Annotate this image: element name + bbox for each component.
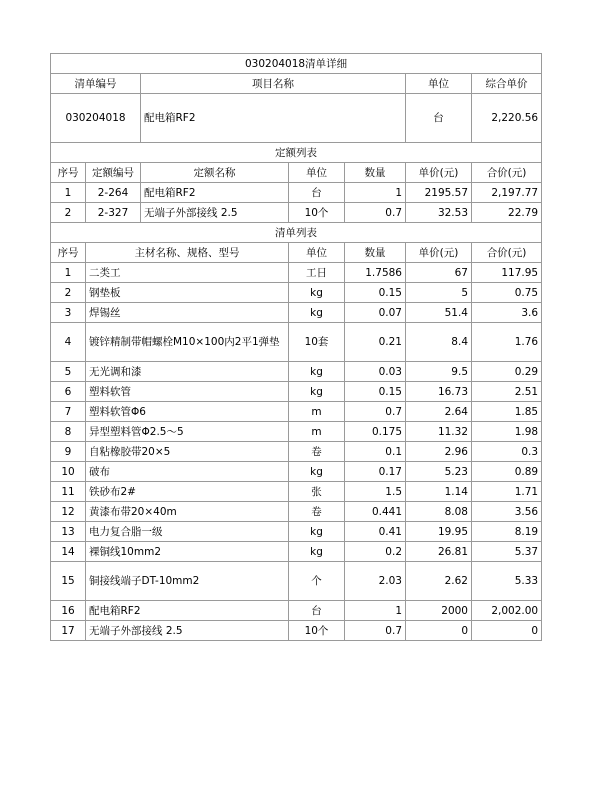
quota-name: 无端子外部接线 2.5 [141,203,289,223]
material-unit: kg [289,542,345,562]
quota-header-row [51,163,542,183]
header-unit: 单位 [406,74,472,94]
material-no: 13 [51,522,86,542]
material-qty: 0.2 [345,542,406,562]
quota-no: 2 [51,203,86,223]
material-price: 51.4 [406,303,472,323]
quota-header-cell: 数量 [345,163,406,183]
material-unit: 个 [289,562,345,601]
header-name: 项目名称 [141,74,406,94]
material-no: 6 [51,382,86,402]
quota-total: 2,197.77 [472,183,542,203]
quota-unit: 10个 [289,203,345,223]
quota-code: 2-327 [86,203,141,223]
item-code: 030204018 [51,94,141,143]
material-name: 二类工 [86,263,289,283]
material-price: 2.62 [406,562,472,601]
material-no: 10 [51,462,86,482]
material-no: 9 [51,442,86,462]
material-price: 5 [406,283,472,303]
material-row [51,283,542,303]
material-qty: 1 [345,601,406,621]
material-qty: 1.7586 [345,263,406,283]
material-name: 破布 [86,462,289,482]
material-price: 26.81 [406,542,472,562]
quota-name: 配电箱RF2 [141,183,289,203]
material-no: 5 [51,362,86,382]
material-name: 黄漆布带20×40m [86,502,289,522]
material-qty: 2.03 [345,562,406,601]
material-price: 2.64 [406,402,472,422]
material-unit: kg [289,522,345,542]
material-name: 配电箱RF2 [86,601,289,621]
material-row [51,562,542,601]
material-no: 11 [51,482,86,502]
material-unit: 台 [289,601,345,621]
material-no: 7 [51,402,86,422]
quota-qty: 1 [345,183,406,203]
material-price: 1.14 [406,482,472,502]
material-name: 自粘橡胶带20×5 [86,442,289,462]
quota-header-cell: 合价(元) [472,163,542,183]
material-total: 1.71 [472,482,542,502]
materials-header-cell: 合价(元) [472,243,542,263]
material-price: 2.96 [406,442,472,462]
material-price: 19.95 [406,522,472,542]
materials-header-cell: 单位 [289,243,345,263]
material-row [51,422,542,442]
quota-row [51,183,542,203]
material-no: 15 [51,562,86,601]
material-price: 11.32 [406,422,472,442]
material-total: 3.56 [472,502,542,522]
material-unit: 张 [289,482,345,502]
material-total: 0.75 [472,283,542,303]
material-unit: 卷 [289,442,345,462]
material-total: 2.51 [472,382,542,402]
quota-price: 2195.57 [406,183,472,203]
material-no: 2 [51,283,86,303]
material-no: 16 [51,601,86,621]
material-name: 焊锡丝 [86,303,289,323]
material-qty: 1.5 [345,482,406,502]
item-row [51,94,542,143]
material-total: 117.95 [472,263,542,283]
material-unit: 卷 [289,502,345,522]
material-price: 67 [406,263,472,283]
material-unit: m [289,422,345,442]
material-name: 铁砂布2# [86,482,289,502]
material-total: 5.33 [472,562,542,601]
quota-header-cell: 定额名称 [141,163,289,183]
material-total: 0.3 [472,442,542,462]
material-total: 5.37 [472,542,542,562]
material-price: 8.4 [406,323,472,362]
material-no: 3 [51,303,86,323]
material-row [51,482,542,502]
material-no: 12 [51,502,86,522]
material-price: 5.23 [406,462,472,482]
materials-section-title: 清单列表 [51,223,542,243]
material-row [51,323,542,362]
material-qty: 0.21 [345,323,406,362]
material-qty: 0.441 [345,502,406,522]
material-qty: 0.17 [345,462,406,482]
material-unit: kg [289,382,345,402]
material-unit: kg [289,462,345,482]
material-unit: m [289,402,345,422]
material-no: 1 [51,263,86,283]
material-unit: 工日 [289,263,345,283]
material-row [51,382,542,402]
quota-section-row [51,143,542,163]
material-price: 16.73 [406,382,472,402]
material-total: 0 [472,621,542,641]
material-name: 电力复合脂一级 [86,522,289,542]
materials-section-row [51,223,542,243]
item-unit: 台 [406,94,472,143]
material-qty: 0.03 [345,362,406,382]
quota-no: 1 [51,183,86,203]
material-row [51,601,542,621]
material-unit: 10个 [289,621,345,641]
header-row [51,74,542,94]
materials-header-cell: 数量 [345,243,406,263]
material-price: 2000 [406,601,472,621]
materials-header-row [51,243,542,263]
material-qty: 0.41 [345,522,406,542]
item-price: 2,220.56 [472,94,542,143]
material-row [51,303,542,323]
material-unit: kg [289,362,345,382]
material-row [51,502,542,522]
quota-section-title: 定额列表 [51,143,542,163]
material-row [51,362,542,382]
material-total: 3.6 [472,303,542,323]
material-qty: 0.175 [345,422,406,442]
material-name: 塑料软管Φ6 [86,402,289,422]
material-qty: 0.7 [345,402,406,422]
materials-header-cell: 主材名称、规格、型号 [86,243,289,263]
material-name: 塑料软管 [86,382,289,402]
quota-price: 32.53 [406,203,472,223]
table-title: 030204018清单详细 [51,54,542,74]
material-name: 无光调和漆 [86,362,289,382]
material-qty: 0.7 [345,621,406,641]
material-unit: kg [289,283,345,303]
material-row [51,542,542,562]
material-name: 异型塑料管Φ2.5～5 [86,422,289,442]
material-row [51,621,542,641]
material-no: 14 [51,542,86,562]
material-row [51,522,542,542]
material-name: 钢垫板 [86,283,289,303]
material-name: 铜接线端子DT-10mm2 [86,562,289,601]
material-qty: 0.07 [345,303,406,323]
material-unit: 10套 [289,323,345,362]
material-no: 8 [51,422,86,442]
material-total: 8.19 [472,522,542,542]
material-total: 0.29 [472,362,542,382]
materials-header-cell: 单价(元) [406,243,472,263]
quota-header-cell: 序号 [51,163,86,183]
material-qty: 0.1 [345,442,406,462]
material-price: 9.5 [406,362,472,382]
material-qty: 0.15 [345,382,406,402]
material-row [51,462,542,482]
material-row [51,442,542,462]
title-row [51,54,542,74]
material-row [51,402,542,422]
item-name: 配电箱RF2 [141,94,406,143]
material-no: 4 [51,323,86,362]
bill-detail-table [50,53,542,641]
material-name: 无端子外部接线 2.5 [86,621,289,641]
material-total: 1.76 [472,323,542,362]
quota-row [51,203,542,223]
material-no: 17 [51,621,86,641]
quota-unit: 台 [289,183,345,203]
material-total: 0.89 [472,462,542,482]
material-total: 1.98 [472,422,542,442]
material-name: 裸铜线10mm2 [86,542,289,562]
quota-total: 22.79 [472,203,542,223]
header-price: 综合单价 [472,74,542,94]
quota-qty: 0.7 [345,203,406,223]
quota-header-cell: 单价(元) [406,163,472,183]
header-code: 清单编号 [51,74,141,94]
quota-code: 2-264 [86,183,141,203]
material-price: 0 [406,621,472,641]
quota-header-cell: 定额编号 [86,163,141,183]
material-qty: 0.15 [345,283,406,303]
material-unit: kg [289,303,345,323]
material-total: 1.85 [472,402,542,422]
material-price: 8.08 [406,502,472,522]
table-body [51,54,542,641]
material-row [51,263,542,283]
material-name: 镀锌精制带帽螺栓M10×100内2平1弹垫 [86,323,289,362]
materials-header-cell: 序号 [51,243,86,263]
quota-header-cell: 单位 [289,163,345,183]
material-total: 2,002.00 [472,601,542,621]
